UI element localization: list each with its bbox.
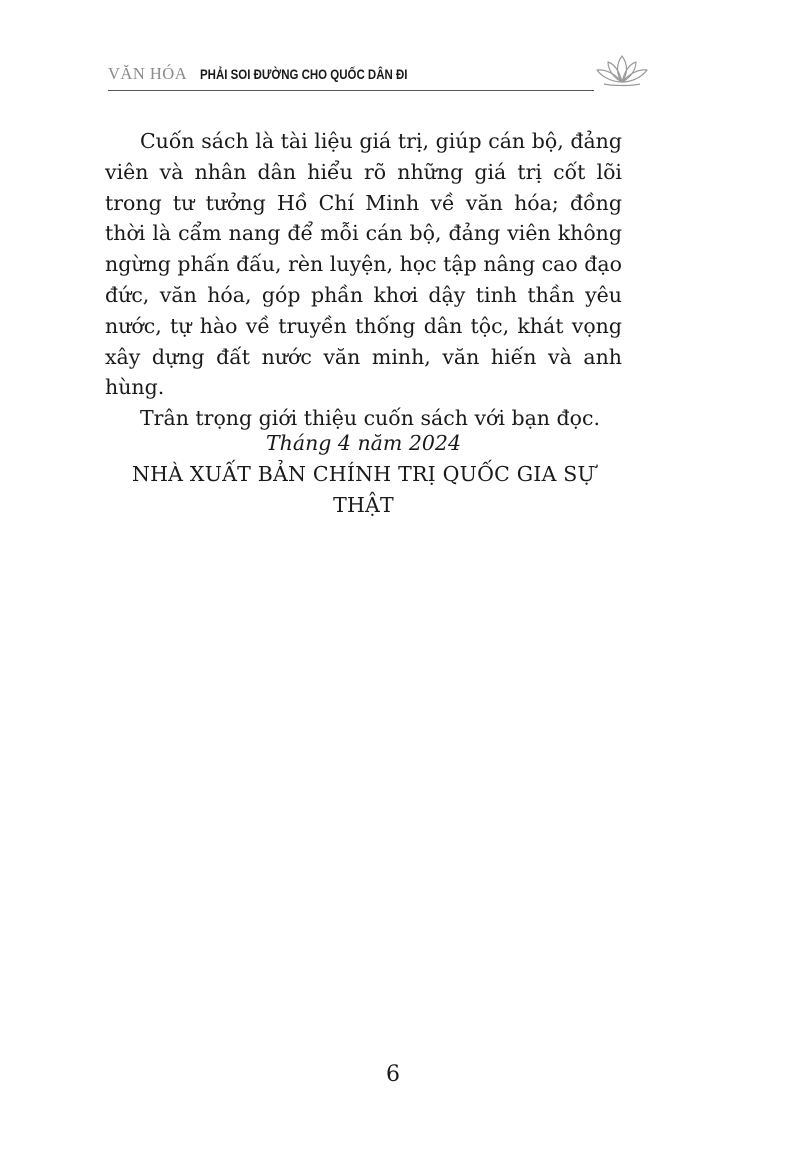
signoff-date: Tháng 4 năm 2024 (265, 431, 462, 455)
page-number: 6 (386, 1062, 400, 1087)
body-text (105, 126, 622, 434)
signoff (105, 428, 622, 520)
header-title-light: VĂN HÓA (108, 64, 188, 83)
header-title-bold: PHẢI SOI ĐƯỜNG CHO QUỐC DÂN ĐI (200, 66, 408, 82)
paragraph: Cuốn sách là tài liệu giá trị, giúp cán bộ, đảng viên và nhân dân hiểu rõ những giá trị cốt lõi trong tư tưởng Hồ Chí Minh về văn hóa; đồng thời là cẩm nang để mỗi cán bộ, đảng viên không ngừng phấn đấu, rèn luyện, học tập nâng cao đạo đức, văn hóa, góp phần khơi dậy tinh thần yêu nước, tự hào về truyền thống dân tộc, khát vọng xây dựng đất nước văn minh, văn hiến và anh hùng. (105, 129, 622, 400)
lotus-icon (592, 50, 652, 90)
running-header (108, 58, 594, 91)
signoff-publisher: NHÀ XUẤT BẢN CHÍNH TRỊ QUỐC GIA SỰ THẬT (131, 461, 596, 517)
paragraph: Trân trọng giới thiệu cuốn sách với bạn đọc. (140, 406, 600, 431)
